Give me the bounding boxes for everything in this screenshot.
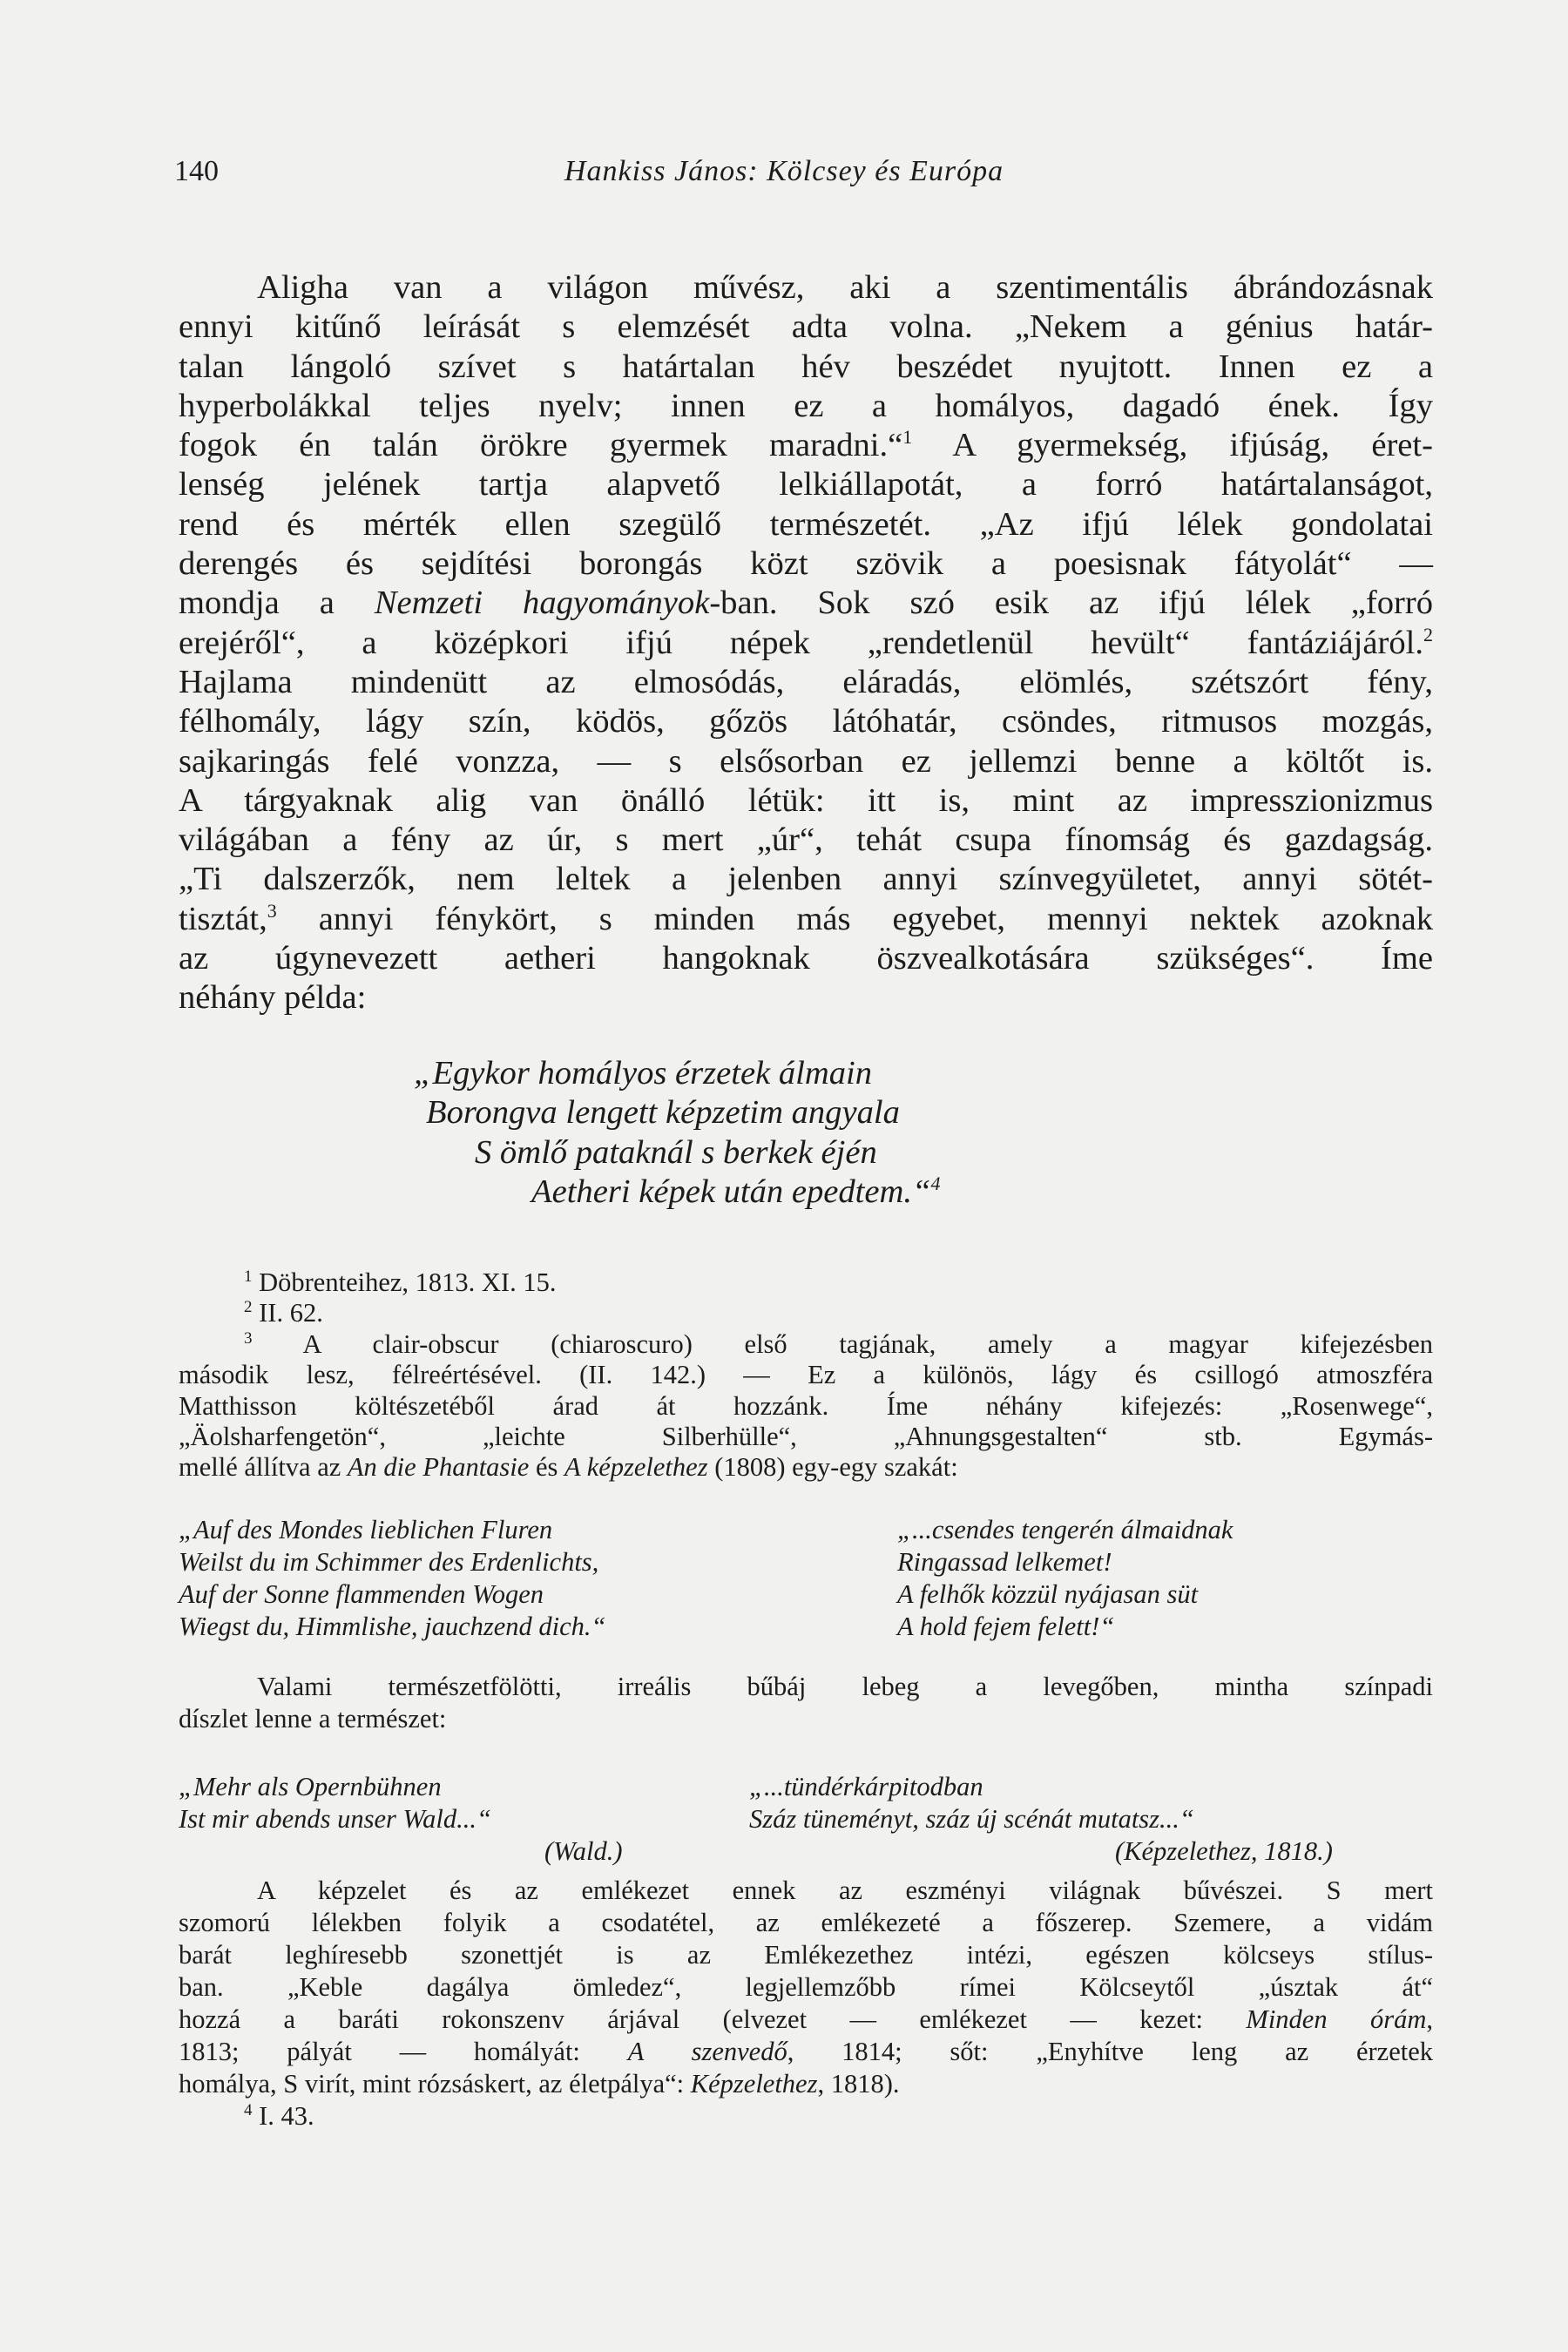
running-head: Hankiss János: Kölcsey és Európa [564,155,1004,187]
footnote-2: $^2$ II. 62. [244,1298,323,1328]
text-line: világában a fény az úr, s mert „úr“, tehát csupa fínomság és gazdagság. [179,821,1433,859]
text-line: derengés és sejdítési borongás közt szövik a poesisnak fátyolát“ — [179,545,1433,583]
verse-right-column-2 [749,1771,1333,1868]
verse-line: „Mehr als Opernbühnen [179,1772,442,1801]
text-line: „Ti dalszerzők, nem leltek a jelenben annyi színvegyületet, annyi sötét- [179,861,1433,898]
text-line: A tárgyaknak alig van önálló létük: itt is, mint az impresszionizmus [179,781,1433,819]
text-line: A képzelet és az emlékezet ennek az eszményi világnak bűvészei. S mert [257,1876,1433,1905]
title-reference: Nemzeti hagyományok [374,585,710,622]
text-line: az úgynevezett aetheri hangoknak öszvealkotására szükséges“. Íme [179,940,1433,977]
text-line: félhomály, lágy szín, ködös, gőzös látóhatár, csöndes, ritmusos mozgás, [179,703,1433,740]
page-number: 140 [174,155,219,187]
verse-line: Wiegst du, Himmlishe, jauchzend dich.“ [179,1612,606,1641]
footnote-ref: 4 [930,1173,941,1195]
verse-right-column [897,1514,1233,1643]
text-line: hozzá a baráti rokonszenv árjával (elvezet — emlékezet — kezet: Minden órám, [179,2004,1433,2034]
verse-line: „...tündérkárpitodban [749,1772,983,1801]
verse-attribution: (Képzelethez, 1818.) [1115,1836,1333,1866]
text-line: lenség jelének tartja alapvető lelkiállapotát, a forró határtalanságot, [179,466,1433,504]
text-line: barát leghíresebb szonettjét is az Emlékezethez intézi, egészen kölcseys stílus- [179,1940,1433,1970]
verse-line: A hold fejem felett!“ [897,1612,1115,1641]
poem-line: Borongva lengett képzetim angyala [426,1094,900,1132]
text-line: Aligha van a világon művész, aki a szentimentális ábrándozásnak [257,269,1433,306]
text-line: tisztát,$^3$ annyi fénykört, s minden más egyebet, mennyi nektek azoknak [179,899,1433,937]
main-paragraph [179,268,1433,1018]
poem-quote [414,1054,940,1212]
verse-line: Auf der Sonne flammenden Wogen [179,1579,544,1609]
text-line: mondja a Nemzeti hagyományok-ban. Sok szó esik az ifjú lélek „forró [179,585,1433,622]
verse-line: Weilst du im Schimmer des Erdenlichts, [179,1547,599,1577]
text-line: 1813; pályát — homályát: A szenvedő, 1814; sőt: „Enyhítve leng az érzetek [179,2037,1434,2066]
paragraph-3 [179,1875,1433,2132]
page-header [174,155,1394,193]
verse-left-column-2 [179,1771,623,1868]
verse-line: A felhők közzül nyájasan süt [897,1579,1199,1609]
footnote-line: Matthisson költészetéből árad át hozzánk. Íme néhány kifejezés: „Rosenwege“, [179,1390,1433,1421]
text-line: néhány példa: [179,979,367,1017]
text-line: hyperbolákkal teljes nyelv; innen ez a homályos, dagadó ének. Így [179,387,1433,424]
text-line: erejéről“, a középkori ifjú népek „rendetlenül hevült“ fantáziájáról.$^2$ [179,623,1433,661]
poem-line: „Egykor homályos érzetek álmain [414,1055,873,1092]
footnote-3: $^3$ A clair-obscur (chiaroscuro) első tagjának, amely a magyar kifejezésben [244,1328,1433,1359]
text-line: Valami természetfölötti, irreális bűbáj lebeg a levegőben, mintha színpadi [257,1672,1433,1701]
text-line: szomorú lélekben folyik a csodatétel, az emlékezeté a főszerep. Szemere, a vidám [179,1908,1433,1937]
text-line: talan lángoló szívet s határtalan hév beszédet nyujtott. Innen ez a [179,348,1433,385]
text-line: sajkaringás felé vonzza, — s elsősorban ez jellemzi benne a költőt is. [179,742,1433,780]
footnote-line: „Äolsharfengetön“, „leichte Silberhülle“, „Ahnungsgestalten“ stb. Egymás- [179,1422,1433,1452]
verse-line: Ist mir abends unser Wald...“ [179,1804,491,1834]
text-line: rend és mérték ellen szegülő természetét. „Az ifjú lélek gondolatai [179,505,1433,543]
paragraph-2 [179,1671,1433,1735]
text-line: fogok én talán örökre gyermek maradni.“$^1$ A gyermekség, ifjúság, éret- [179,426,1433,464]
text-line: Hajlama mindenütt az elmosódás, eláradás, elömlés, szétszórt fény, [179,663,1433,700]
footnote-ref: 2 [1423,623,1433,645]
poem-line: Aetheri képek után epedtem.“$^4$ [531,1173,941,1210]
footnote-4: $^4$ I. 43. [244,2100,314,2131]
verse-left-column [179,1514,606,1643]
footnote-ref: 3 [267,899,277,922]
verse-line: Száz tüneményt, száz új scénát mutatsz...“ [749,1804,1194,1834]
footnote-1: $^1$ Döbrenteihez, 1813. XI. 15. [244,1267,557,1297]
text-line: díszlet lenne a természet: [179,1704,447,1734]
text-line: homálya, S virít, mint rózsáskert, az életpálya“: Képzelethez, 1818). [179,2069,900,2099]
footnotes [179,1267,1433,1484]
footnote-ref: 1 [902,426,913,449]
verse-line: „Auf des Mondes lieblichen Fluren [179,1515,553,1544]
verse-line: „...csendes tengerén álmaidnak [897,1515,1233,1544]
text-line: ban. „Keble dagálya ömledez“, legjellemzőbb rímei Kölcseytől „úsztak át“ [179,1972,1433,2002]
footnote-line: második lesz, félreértésével. (II. 142.) — Ez a különös, lágy és csillogó atmoszféra [179,1360,1433,1390]
verse-line: Ringassad lelkemet! [897,1547,1112,1577]
footnote-line: mellé állítva az An die Phantasie és A képzelethez (1808) egy-egy szakát: [179,1452,958,1483]
poem-line: S ömlő pataknál s berkek éjén [475,1133,877,1171]
text-line: ennyi kitűnő leírását s elemzését adta volna. „Nekem a génius határ- [179,308,1433,346]
verse-attribution: (Wald.) [544,1836,623,1866]
